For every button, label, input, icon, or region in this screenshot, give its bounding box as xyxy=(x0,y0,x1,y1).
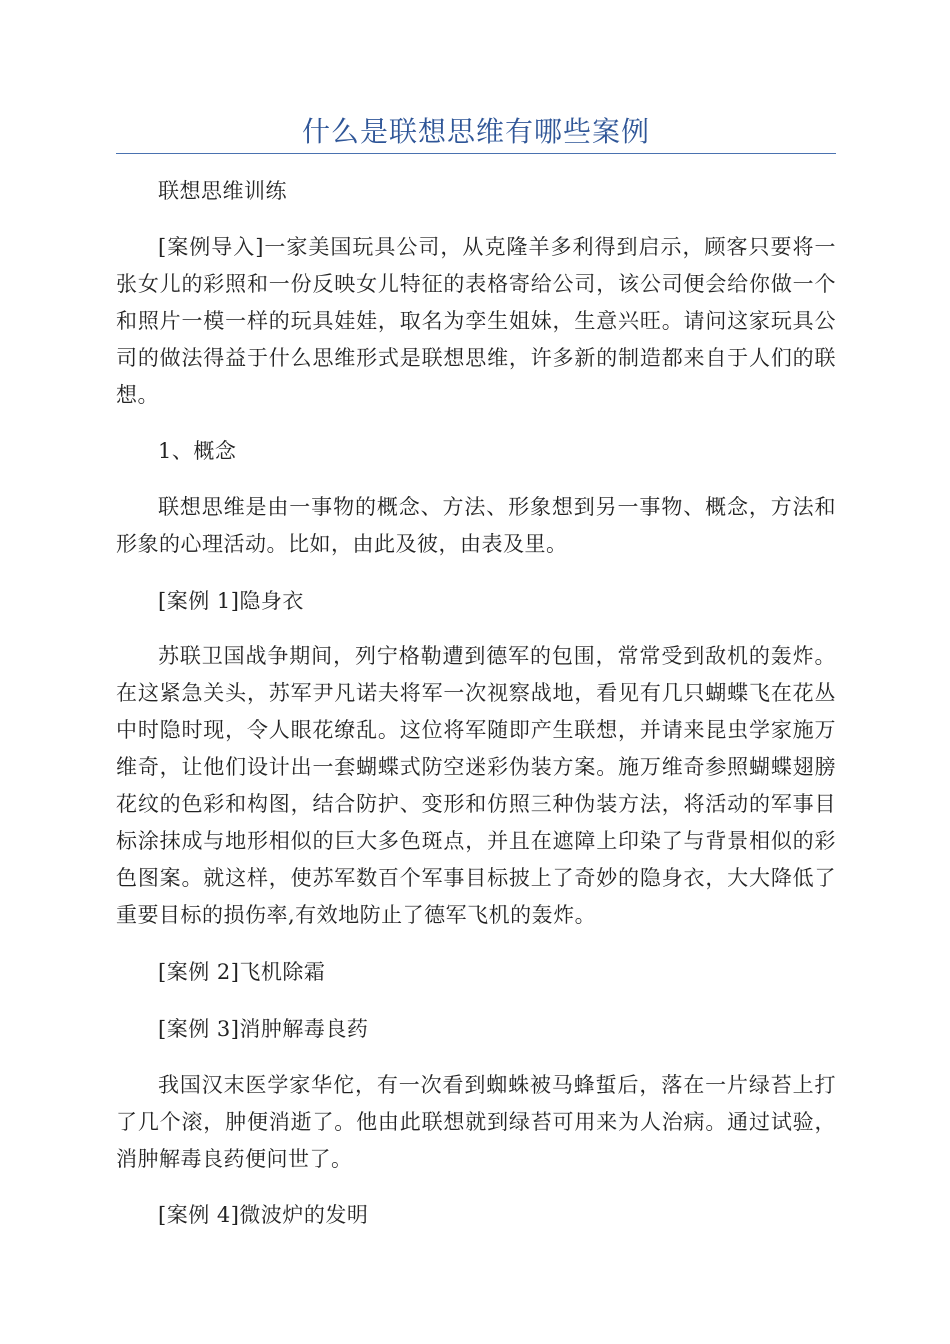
paragraph-case-intro: [案例导入]一家美国玩具公司，从克隆羊多利得到启示，顾客只要将一张女儿的彩照和一份反映女儿特征的表格寄给公司，该公司便会给你做一个和照片一模一样的玩具娃娃，取名为孪生姐妹，生意兴旺。请问这家玩具公司的做法得益于什么思维形式是联想思维，许多新的制造都来自于人们的联想。 xyxy=(116,235,836,407)
paragraph-case-1: 苏联卫国战争期间，列宁格勒遭到德军的包围，常常受到敌机的轰炸。在这紧急关头，苏军尹凡诺夫将军一次视察战地，看见有几只蝴蝶飞在花丛中时隐时现，令人眼花缭乱。这位将军随即产生联想，并请来昆虫学家施万维奇，让他们设计出一套蝴蝶式防空迷彩伪装方案。施万维奇参照蝴蝶翅膀花纹的色彩和构图，结合防护、变形和仿照三种伪装方法，将活动的军事目标涂抹成与地形相似的巨大多色斑点，并且在遮障上印染了与背景相似的彩色图案。就这样，使苏军数百个军事目标披上了奇妙的隐身衣，大大降低了重要目标的损伤率,有效地防止了德军飞机的轰炸。 xyxy=(116,644,836,927)
paragraph-concept: 联想思维是由一事物的概念、方法、形象想到另一事物、概念，方法和形象的心理活动。比如，由此及彼，由表及里。 xyxy=(116,495,836,556)
section-heading-concept: 1、概念 xyxy=(158,439,237,463)
section-heading-training: 联想思维训练 xyxy=(158,179,287,203)
case-heading-1: [案例 1]隐身衣 xyxy=(158,589,304,613)
case-heading-3: [案例 3]消肿解毒良药 xyxy=(158,1017,369,1041)
document-title: 什么是联想思维有哪些案例 xyxy=(301,115,650,148)
case-heading-4: [案例 4]微波炉的发明 xyxy=(158,1203,369,1227)
title-divider xyxy=(116,153,836,154)
case-heading-2: [案例 2]飞机除霜 xyxy=(158,960,326,984)
paragraph-case-3: 我国汉末医学家华佗，有一次看到蜘蛛被马蜂蜇后，落在一片绿苔上打了几个滚，肿便消逝了。他由此联想就到绿苔可用来为人治病。通过试验，消肿解毒良药便问世了。 xyxy=(116,1073,836,1171)
